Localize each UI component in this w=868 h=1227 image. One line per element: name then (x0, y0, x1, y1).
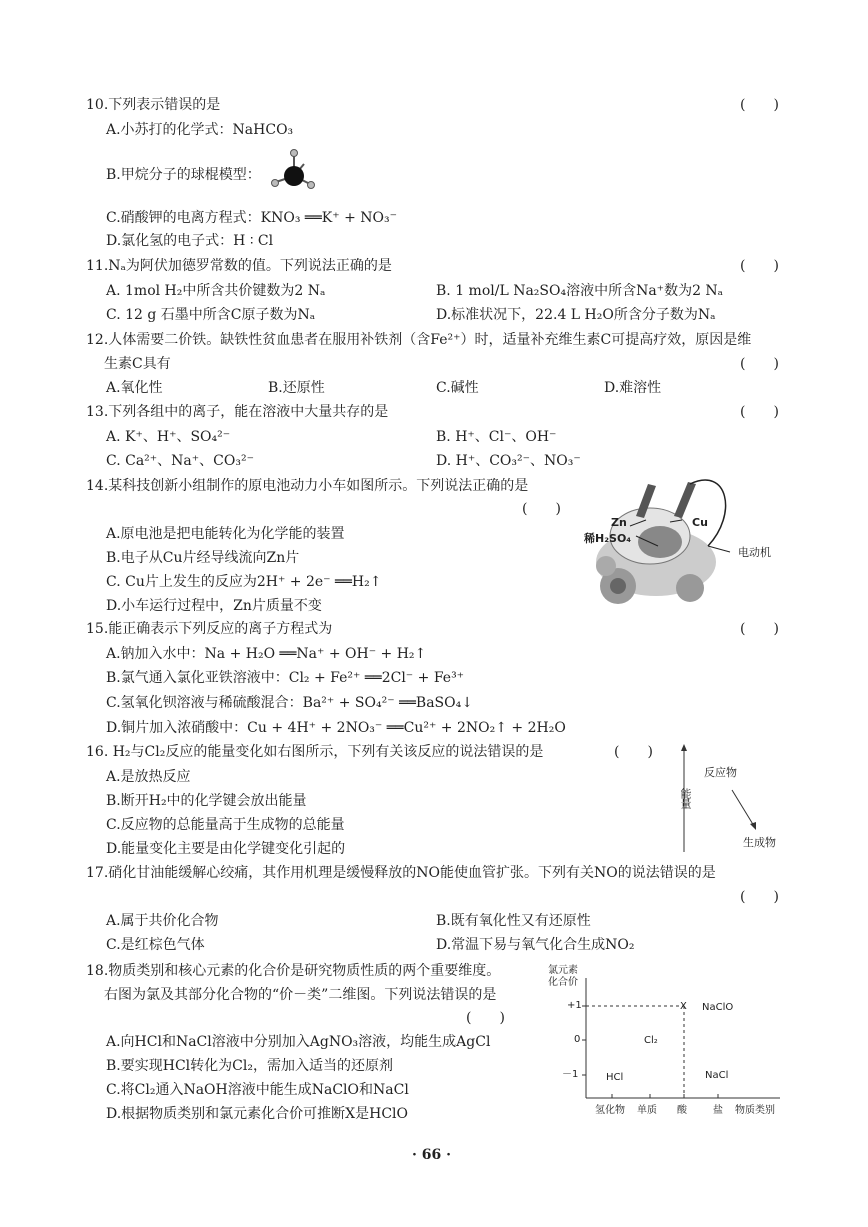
q18-stem-line1: 18.物质类别和核心元素的化合价是研究物质性质的两个重要维度。 (86, 963, 501, 979)
fig-xtick-salt: 盐 (713, 1105, 723, 1116)
fig-label-reactant: 反应物 (704, 766, 737, 779)
q14-option-c: C. Cu片上发生的反应为2H⁺ + 2e⁻ ══H₂↑ (106, 574, 382, 590)
q15-option-d: D.铜片加入浓硝酸中：Cu + 4H⁺ + 2NO₃⁻ ══Cu²⁺ + 2NO₂↑ + 2H₂O (106, 720, 566, 736)
q10-option-a: A.小苏打的化学式：NaHCO₃ (106, 122, 294, 138)
q13-option-b: B. H⁺、Cl⁻、OH⁻ (436, 429, 557, 445)
q13-option-a: A. K⁺、H⁺、SO₄²⁻ (106, 429, 231, 445)
q14-option-a: A.原电池是把电能转化为化学能的装置 (106, 526, 345, 542)
q12-answer-paren: ( ) (740, 356, 779, 372)
fig-ylabel-line2: 化合价 (548, 977, 578, 988)
fig-energy-axis-label: 能量 (679, 788, 692, 808)
fig-label-cu: Cu (692, 516, 708, 529)
q11-option-d: D.标准状况下，22.4 L H₂O所含分子数为Nₐ (436, 307, 716, 323)
fig-label-acid: 稀H₂SO₄ (584, 532, 632, 545)
q11-answer-paren: ( ) (740, 258, 779, 274)
page-number: · 66 · (412, 1147, 451, 1163)
q15-option-b: B.氯气通入氯化亚铁溶液中：Cl₂ + Fe²⁺ ══2Cl⁻ + Fe³⁺ (106, 670, 465, 686)
q10-answer-paren: ( ) (740, 97, 779, 113)
q17-option-c: C.是红棕色气体 (106, 937, 205, 953)
q13-option-c: C. Ca²⁺、Na⁺、CO₃²⁻ (106, 453, 254, 469)
q16-option-a: A.是放热反应 (106, 769, 191, 785)
q12-option-d: D.难溶性 (604, 380, 662, 396)
q12-option-b: B.还原性 (268, 380, 325, 396)
fig-point-cl2: Cl₂ (644, 1035, 658, 1046)
fig-ylabel-line1: 氯元素 (548, 965, 578, 976)
q10-option-b: B.甲烷分子的球棍模型： (106, 167, 261, 183)
q14-answer-paren: ( ) (522, 501, 561, 517)
q18-option-c: C.将Cl₂通入NaOH溶液中能生成NaClO和NaCl (106, 1082, 409, 1098)
fig-point-nacl: NaCl (705, 1070, 729, 1081)
q13-stem: 13.下列各组中的离子，能在溶液中大量共存的是 (86, 404, 389, 420)
q14-option-b: B.电子从Cu片经导线流向Zn片 (106, 550, 300, 566)
q11-option-a: A. 1mol H₂中所含共价键数为2 Nₐ (106, 283, 326, 299)
fig-xtick-category: 物质类别 (735, 1105, 775, 1116)
fig-label-product: 生成物 (743, 836, 776, 849)
q16-option-b: B.断开H₂中的化学键会放出能量 (106, 793, 307, 809)
q18-option-a: A.向HCl和NaCl溶液中分别加入AgNO₃溶液，均能生成AgCl (106, 1034, 491, 1050)
fig-ytick-minus1: －1 (562, 1069, 579, 1080)
methane-ball-stick-model (270, 146, 322, 196)
q17-option-b: B.既有氧化性又有还原性 (436, 913, 591, 929)
q18-stem-line2: 右图为氯及其部分化合物的“价－类”二维图。下列说法错误的是 (104, 987, 497, 1003)
fig-ytick-plus1: +1 (567, 1000, 582, 1011)
q14-stem: 14.某科技创新小组制作的原电池动力小车如图所示。下列说法正确的是 (86, 478, 529, 494)
q15-stem: 15.能正确表示下列反应的离子方程式为 (86, 621, 333, 637)
q18-option-d: D.根据物质类别和氯元素化合价可推断X是HClO (106, 1106, 409, 1122)
fig-label-zn: Zn (611, 516, 627, 529)
q18-answer-paren: ( ) (466, 1010, 505, 1026)
q12-option-a: A.氧化性 (106, 380, 163, 396)
fig-xtick-element: 单质 (637, 1105, 657, 1116)
q15-option-a: A.钠加入水中：Na + H₂O ══Na⁺ + OH⁻ + H₂↑ (106, 646, 427, 662)
q16-stem: 16. H₂与Cl₂反应的能量变化如右图所示，下列有关该反应的说法错误的是 (86, 744, 544, 760)
q17-stem: 17.硝化甘油能缓解心绞痛，其作用机理是缓慢释放的NO能使血管扩张。下列有关NO的说法错误的是 (86, 865, 716, 881)
fig-xtick-hydride: 氢化物 (595, 1105, 625, 1116)
q13-option-d: D. H⁺、CO₃²⁻、NO₃⁻ (436, 453, 581, 469)
fig-label-motor: 电动机 (738, 546, 771, 559)
fig-ytick-0: 0 (574, 1034, 581, 1045)
q16-answer-paren: ( ) (614, 744, 653, 760)
q17-option-d: D.常温下易与氧气化合生成NO₂ (436, 937, 635, 953)
fig-point-x: X (680, 1001, 687, 1012)
fig-point-naclo: NaClO (702, 1002, 734, 1013)
fig-point-hcl: HCl (606, 1072, 624, 1083)
q15-answer-paren: ( ) (740, 621, 779, 637)
q16-option-d: D.能量变化主要是由化学键变化引起的 (106, 841, 346, 857)
q12-option-c: C.碱性 (436, 380, 479, 396)
q17-answer-paren: ( ) (740, 889, 779, 905)
q12-stem-line1: 12.人体需要二价铁。缺铁性贫血患者在服用补铁剂（含Fe²⁺）时，适量补充维生素C可提高疗效，原因是维 (86, 332, 752, 348)
q15-option-c: C.氢氧化钡溶液与稀硫酸混合：Ba²⁺ + SO₄²⁻ ══BaSO₄↓ (106, 695, 473, 711)
q13-answer-paren: ( ) (740, 404, 779, 420)
q11-stem: 11.Nₐ为阿伏加德罗常数的值。下列说法正确的是 (86, 258, 392, 274)
q16-option-c: C.反应物的总能量高于生成物的总能量 (106, 817, 345, 833)
fig-xtick-acid: 酸 (677, 1105, 687, 1116)
q12-stem-line2: 生素C具有 (104, 356, 171, 372)
q10-option-d: D.氯化氢的电子式：H ∶ Cl (106, 233, 274, 249)
q11-option-b: B. 1 mol/L Na₂SO₄溶液中所含Na⁺数为2 Nₐ (436, 283, 724, 299)
q18-option-b: B.要实现HCl转化为Cl₂，需加入适当的还原剂 (106, 1058, 393, 1074)
q17-option-a: A.属于共价化合物 (106, 913, 219, 929)
q11-option-c: C. 12 g 石墨中所含C原子数为Nₐ (106, 307, 316, 323)
q10-option-c: C.硝酸钾的电离方程式：KNO₃ ══K⁺ + NO₃⁻ (106, 210, 397, 226)
q10-stem: 10.下列表示错误的是 (86, 97, 221, 113)
q14-option-d: D.小车运行过程中，Zn片质量不变 (106, 598, 322, 614)
